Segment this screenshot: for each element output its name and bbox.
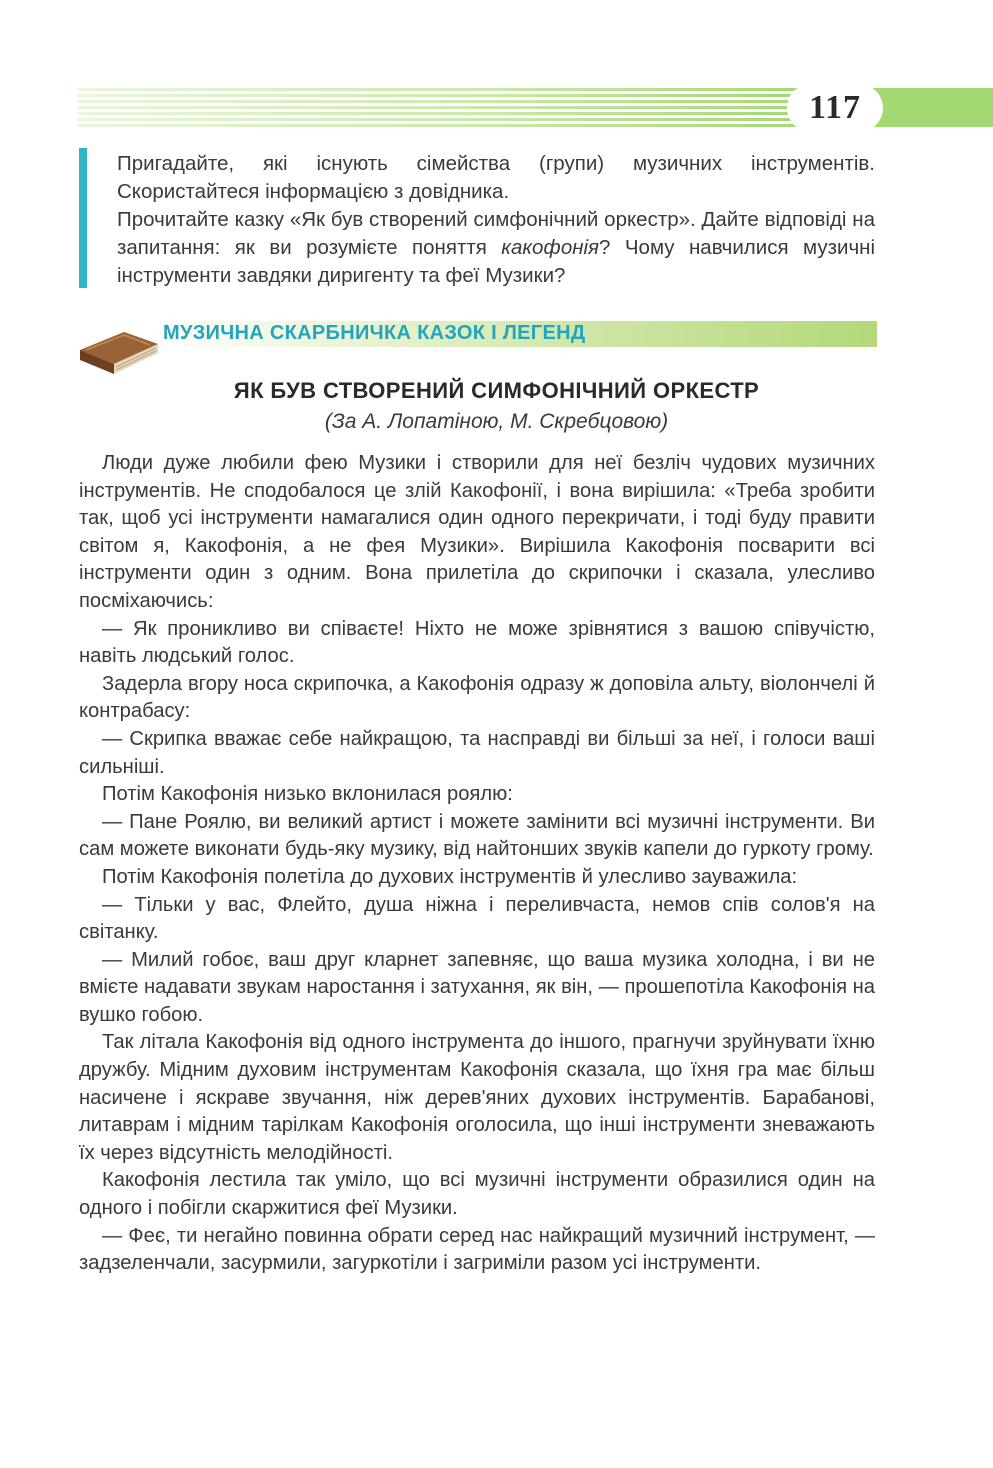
term-cacophony: какофонія bbox=[501, 236, 600, 259]
page-number: 117 bbox=[808, 89, 862, 126]
story-paragraph: Потім Какофонія полетіла до духових інструментів й улесливо зауважила: bbox=[102, 865, 798, 888]
story-paragraph: Какофонія лестила так уміло, що всі музичні інструменти образилися один на одного і побігли скаржитися феї Музики. bbox=[79, 1169, 875, 1220]
story-title: ЯК БУВ СТВОРЕНИЙ СИМФОНІЧНИЙ ОРКЕСТР bbox=[233, 378, 760, 403]
intro-questions bbox=[117, 150, 875, 290]
story-paragraph: — Феє, ти негайно повинна обрати серед нас найкращий музичний інструмент, — задзеленчали, засурмили, загуркотіли і загриміли разом усі інструменти. bbox=[79, 1224, 875, 1275]
story-paragraph: Задерла вгору носа скрипочка, а Какофонія одразу ж доповіла альту, віолончелі й контрабасу: bbox=[79, 672, 875, 723]
story-text bbox=[79, 450, 875, 1278]
book-icon bbox=[76, 318, 160, 376]
intro-accent-bar bbox=[79, 148, 87, 288]
story-paragraph: — Пане Роялю, ви великий артист і можете замінити всі музичні інструменти. Ви сам можете виконати будь-яку музику, від найтонших звуків капели до гуркоту грому. bbox=[79, 810, 875, 861]
story-paragraph: — Тільки у вас, Флейто, душа ніжна і переливчаста, немов спів солов'я на світанку. bbox=[79, 893, 875, 944]
section-title: МУЗИЧНА СКАРБНИЧКА КАЗОК І ЛЕГЕНД bbox=[163, 322, 586, 344]
page-number-badge bbox=[787, 84, 883, 132]
story-paragraph: — Скрипка вважає себе найкращою, та насправді ви більші за неї, і голоси ваші сильніші. bbox=[79, 727, 875, 778]
intro-paragraph-1: Пригадайте, які існують сімейства (групи) музичних інструментів. Скористайтеся інформацією з довідника. bbox=[117, 152, 875, 203]
story-paragraph: Потім Какофонія низько вклонилася роялю: bbox=[102, 783, 513, 806]
story-paragraph: Люди дуже любили фею Музики і створили для неї безліч чудових музичних інструментів. Не сподобалося це злій Какофонії, і вона вирішила: «Треба зробити так, щоб усі інструменти намагалися один одного перекричати, і тоді буду правити світом я, Какофонія, а не фея Музики». Вирішила Какофонія посварити всі інструменти один з одним. Вона прилетіла до скрипочки і сказала, улесливо посміхаючись: bbox=[79, 452, 875, 612]
intro-paragraph-2: Прочитайте казку «Як був створений симфонічний оркестр». Дайте відповіді на запитання: як ви розумієте поняття какофонія? Чому навчилися музичні інструменти завдяки диригенту та феї Музики? bbox=[117, 208, 875, 287]
story-paragraph: Так літала Какофонія від одного інструмента до іншого, прагнучи зруйнувати їхню дружбу. Мідним духовим інструментам Какофонія сказала, що їхня гра має більш насичене і яскраве звучання, ніж дерев'яних духових інструментів. Барабанові, литаврам і мідним тарілкам Какофонія оголосила, що інші інструменти зневажають їх через відсутність мелодійності. bbox=[79, 1031, 875, 1164]
story-author: (За А. Лопатіною, М. Скребцовою) bbox=[324, 410, 669, 433]
story-paragraph: — Як проникливо ви співаєте! Ніхто не може зрівнятися з вашою співучістю, навіть людський голос. bbox=[79, 617, 875, 668]
story-paragraph: — Милий гобоє, ваш друг кларнет запевняє, що ваша музика холодна, і ви не вмієте надавати звукам наростання і затухання, як він, — прошепотіла Какофонія на вушко гобою. bbox=[79, 948, 875, 1026]
